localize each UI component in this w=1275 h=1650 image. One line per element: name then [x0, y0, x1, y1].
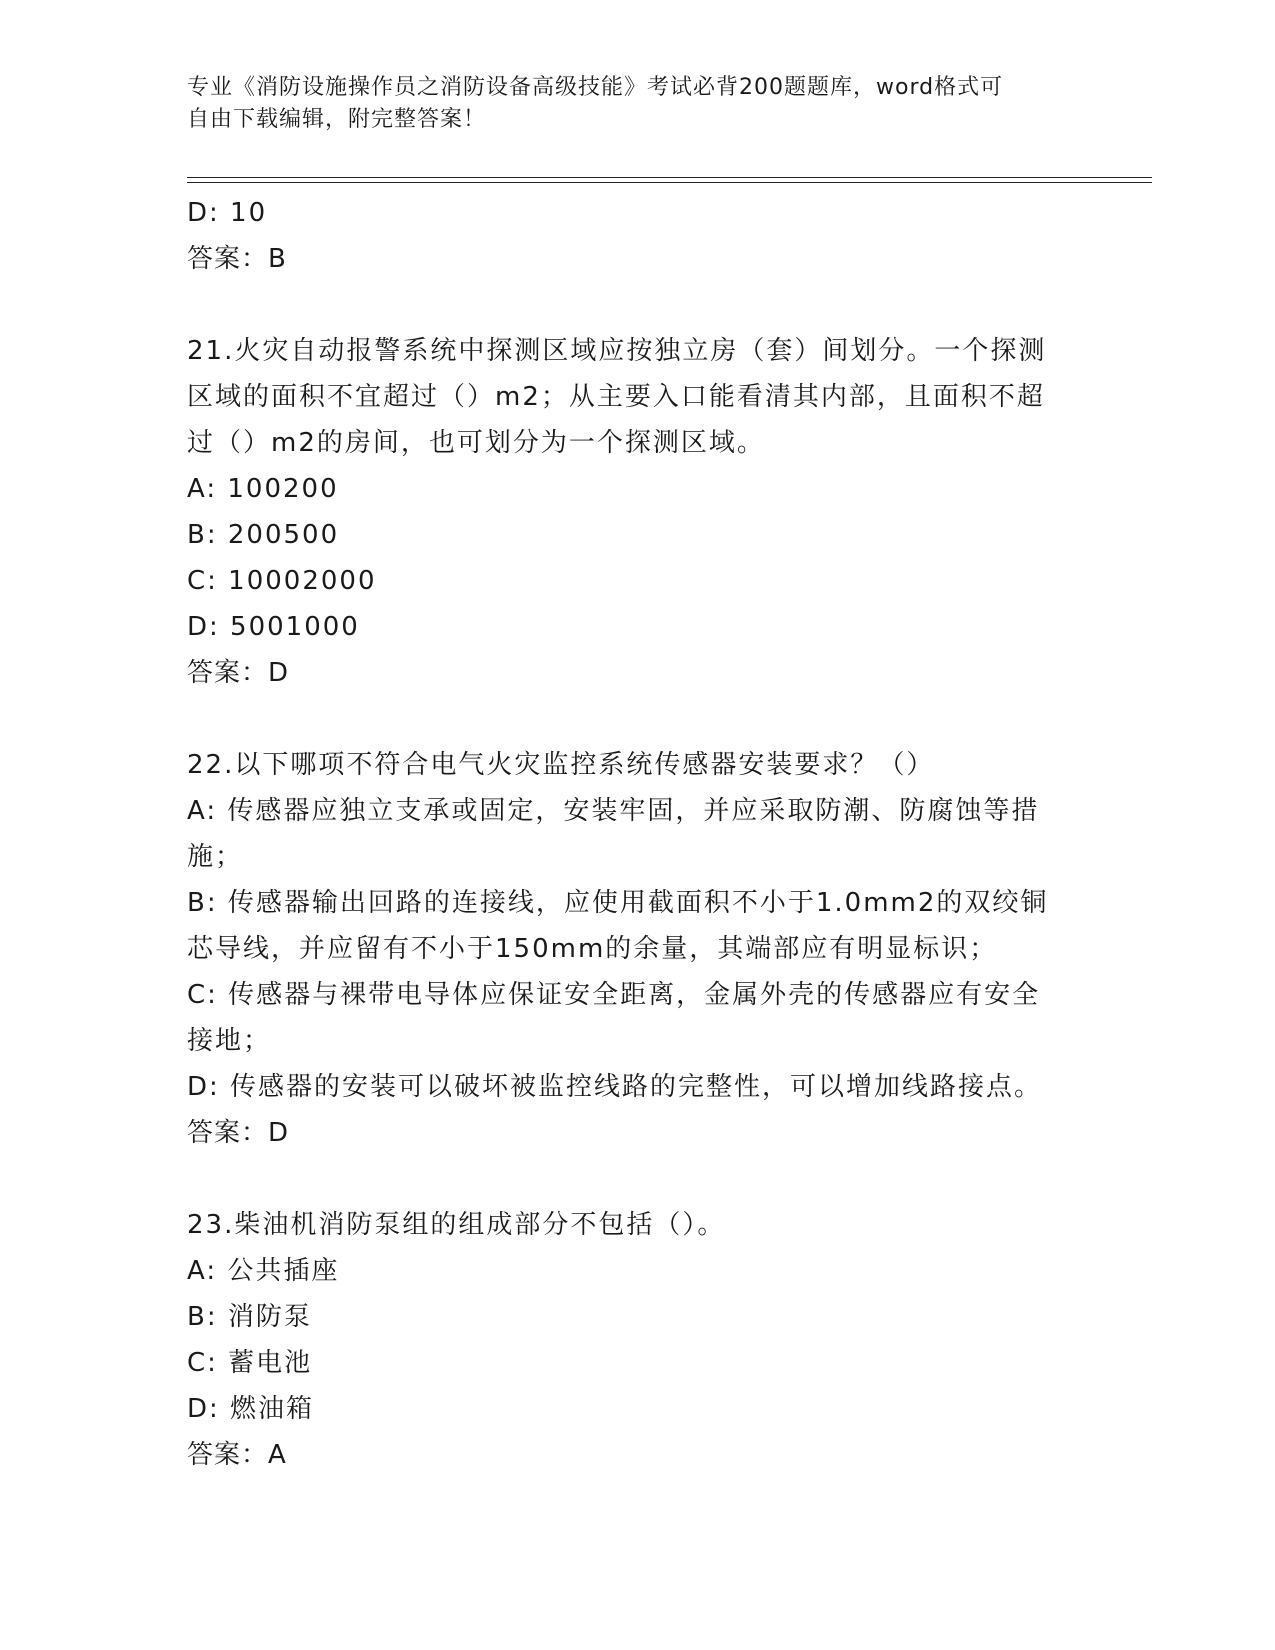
question-text-line-3: 过（）m2的房间，也可划分为一个探测区域。	[187, 428, 765, 458]
document-header	[187, 72, 1077, 136]
header-divider-top	[187, 177, 1152, 178]
answer-line: 答案：D	[187, 1118, 290, 1148]
option-d: D: 燃油箱	[187, 1394, 315, 1424]
question-text-line-1: 22.以下哪项不符合电气火灾监控系统传感器安装要求？（）	[187, 750, 935, 780]
spacer	[187, 282, 1077, 328]
option-a-line-2: 施；	[187, 842, 244, 872]
option-b-line-1: B: 传感器输出回路的连接线，应使用截面积不小于1.0mm2的双绞铜	[187, 888, 1049, 918]
option-c-line-1: C: 传感器与裸带电导体应保证安全距离，金属外壳的传感器应有安全	[187, 980, 1041, 1010]
answer-line: 答案：D	[187, 658, 290, 688]
option-d: D: 传感器的安装可以破坏被监控线路的完整性，可以增加线路接点。	[187, 1072, 1043, 1102]
question-text-line-1: 23.柴油机消防泵组的组成部分不包括（）。	[187, 1210, 726, 1240]
header-line-1: 专业《消防设施操作员之消防设备高级技能》考试必背200题题库，word格式可	[187, 75, 1004, 100]
option-c-line-2: 接地；	[187, 1026, 272, 1056]
option-a: A: 100200	[187, 474, 339, 504]
question-text-line-2: 区域的面积不宜超过（）m2；从主要入口能看清其内部，且面积不超	[187, 382, 1045, 412]
option-d: D: 10	[187, 198, 268, 228]
option-d: D: 5001000	[187, 612, 360, 642]
option-a: A: 公共插座	[187, 1256, 340, 1286]
answer-line: 答案：A	[187, 1440, 287, 1470]
question-block-21	[187, 328, 1077, 696]
header-line-2: 自由下载编辑，附完整答案！	[187, 107, 487, 132]
document-body	[187, 190, 1077, 1478]
option-a-line-1: A: 传感器应独立支承或固定，安装牢固，并应采取防潮、防腐蚀等措	[187, 796, 1040, 826]
option-b-line-2: 芯导线，并应留有不小于150mm的余量，其端部应有明显标识；	[187, 934, 998, 964]
option-b: B: 消防泵	[187, 1302, 312, 1332]
spacer	[187, 696, 1077, 742]
header-divider-bottom	[187, 182, 1152, 183]
question-block-23	[187, 1202, 1077, 1478]
question-block-20	[187, 190, 1077, 282]
question-text-line-1: 21.火灾自动报警系统中探测区域应按独立房（套）间划分。一个探测	[187, 336, 1047, 366]
answer-line: 答案：B	[187, 244, 287, 274]
question-block-22	[187, 742, 1077, 1156]
spacer	[187, 1156, 1077, 1202]
option-c: C: 10002000	[187, 566, 377, 596]
option-c: C: 蓄电池	[187, 1348, 313, 1378]
option-b: B: 200500	[187, 520, 340, 550]
